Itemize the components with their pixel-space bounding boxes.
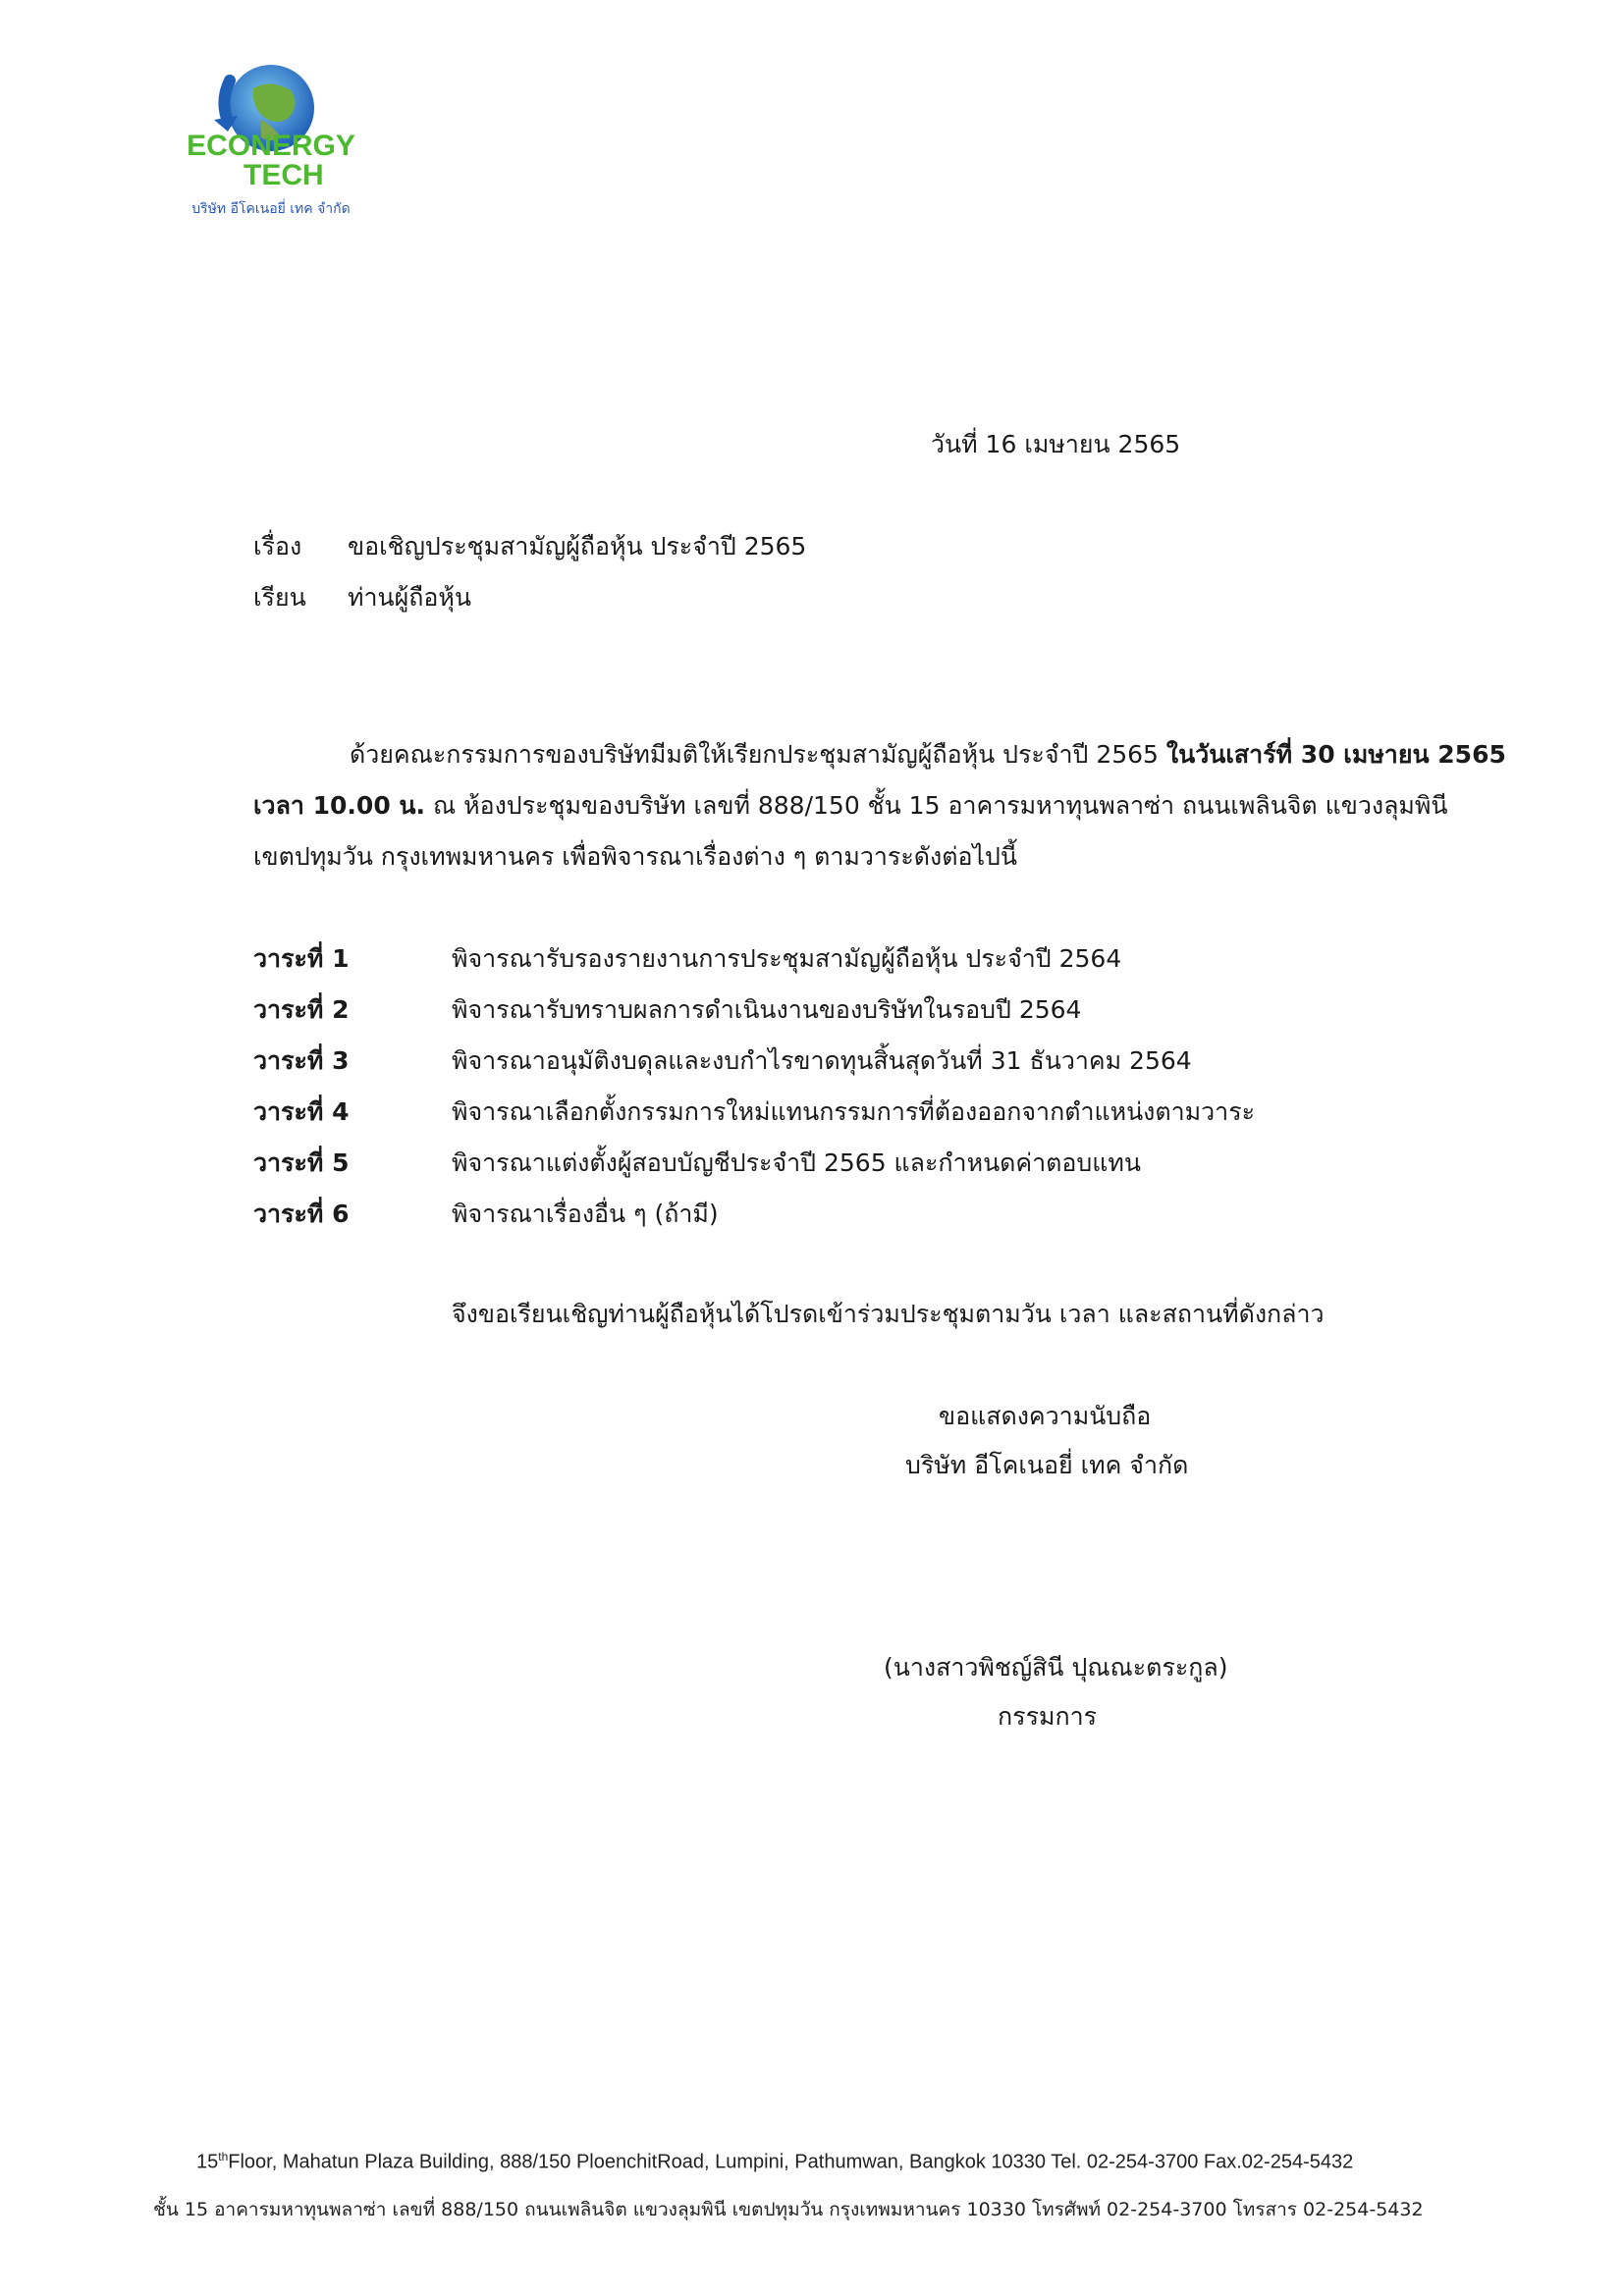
closing-regards: ขอแสดงความนับถือ	[939, 1402, 1152, 1430]
meeting-time: เวลา 10.00 น.	[253, 791, 426, 820]
logo-text-tech: TECH	[244, 159, 324, 191]
agenda-text: พิจารณาแต่งตั้งผู้สอบบัญชีประจำปี 2565 และกำหนดค่าตอบแทน	[452, 1148, 1141, 1177]
footer-address-en	[196, 2150, 1353, 2174]
recipient-text: ท่านผู้ถือหุ้น	[348, 583, 471, 612]
agenda-label: วาระที่ 1	[253, 944, 350, 973]
footer-floor: 15	[196, 2151, 219, 2173]
agenda-text: พิจารณาเรื่องอื่น ๆ (ถ้ามี)	[452, 1200, 719, 1228]
agenda-label: วาระที่ 5	[253, 1148, 350, 1177]
agenda-text: พิจารณารับรองรายงานการประชุมสามัญผู้ถือหุ้น ประจำปี 2564	[452, 944, 1122, 973]
footer-address-th: ชั้น 15 อาคารมหาทุนพลาซ่า เลขที่ 888/150 ถนนเพลินจิต แขวงลุมพินี เขตปทุมวัน กรุงเทพมหานคร 10330 โทรศัพท์ 02-254-3700 โทรสาร 02-254-5432	[153, 2199, 1424, 2220]
footer-floor-suffix: th	[218, 2150, 229, 2163]
body-line-1-text: ด้วยคณะกรรมการของบริษัทมีมติให้เรียกประชุมสามัญผู้ถือหุ้น ประจำปี 2565	[350, 740, 1166, 769]
agenda-text: พิจารณาอนุมัติงบดุลและงบกำไรขาดทุนสิ้นสุดวันที่ 31 ธันวาคม 2564	[452, 1046, 1192, 1075]
letter-date: วันที่ 16 เมษายน 2565	[931, 430, 1181, 458]
footer-address-en-text: Floor, Mahatun Plaza Building, 888/150 PloenchitRoad, Lumpini, Pathumwan, Bangkok 10330 Tel. 02-254-3700 Fax.02-254-5432	[228, 2151, 1354, 2173]
recipient-label: เรียน	[253, 583, 306, 612]
body-line-3: เขตปทุมวัน กรุงเทพมหานคร เพื่อพิจารณาเรื่องต่าง ๆ ตามวาระดังต่อไปนี้	[253, 842, 1018, 871]
signatory-name: (นางสาวพิชญ์สินี ปุณณะตระกูล)	[884, 1653, 1228, 1682]
logo-text-econergy: ECONERGY	[187, 130, 355, 162]
company-logo	[173, 61, 369, 228]
closing-company: บริษัท อีโคเนอยี่ เทค จำกัด	[905, 1451, 1189, 1479]
meeting-date: ในวันเสาร์ที่ 30 เมษายน 2565	[1165, 740, 1506, 769]
meeting-venue: ณ ห้องประชุมของบริษัท เลขที่ 888/150 ชั้น 15 อาคารมหาทุนพลาซ่า ถนนเพลินจิต แขวงลุมพินี	[425, 791, 1448, 820]
agenda-label: วาระที่ 2	[253, 995, 350, 1024]
subject-text: ขอเชิญประชุมสามัญผู้ถือหุ้น ประจำปี 2565	[348, 532, 807, 561]
subject-label: เรื่อง	[253, 532, 302, 561]
signatory-title: กรรมการ	[998, 1702, 1098, 1731]
agenda-label: วาระที่ 4	[253, 1097, 350, 1126]
agenda-text: พิจารณาเลือกตั้งกรรมการใหม่แทนกรรมการที่ต้องออกจากตำแหน่งตามวาระ	[452, 1097, 1256, 1126]
logo-thai-name: บริษัท อีโคเนอยี่ เทค จำกัด	[191, 201, 351, 217]
agenda-label: วาระที่ 6	[253, 1200, 350, 1228]
body-line-1	[350, 738, 1506, 772]
body-line-2	[253, 789, 1447, 823]
invitation-text: จึงขอเรียนเชิญท่านผู้ถือหุ้นได้โปรดเข้าร่วมประชุมตามวัน เวลา และสถานที่ดังกล่าว	[452, 1300, 1325, 1328]
agenda-text: พิจารณารับทราบผลการดำเนินงานของบริษัทในรอบปี 2564	[452, 995, 1082, 1024]
agenda-label: วาระที่ 3	[253, 1046, 350, 1075]
